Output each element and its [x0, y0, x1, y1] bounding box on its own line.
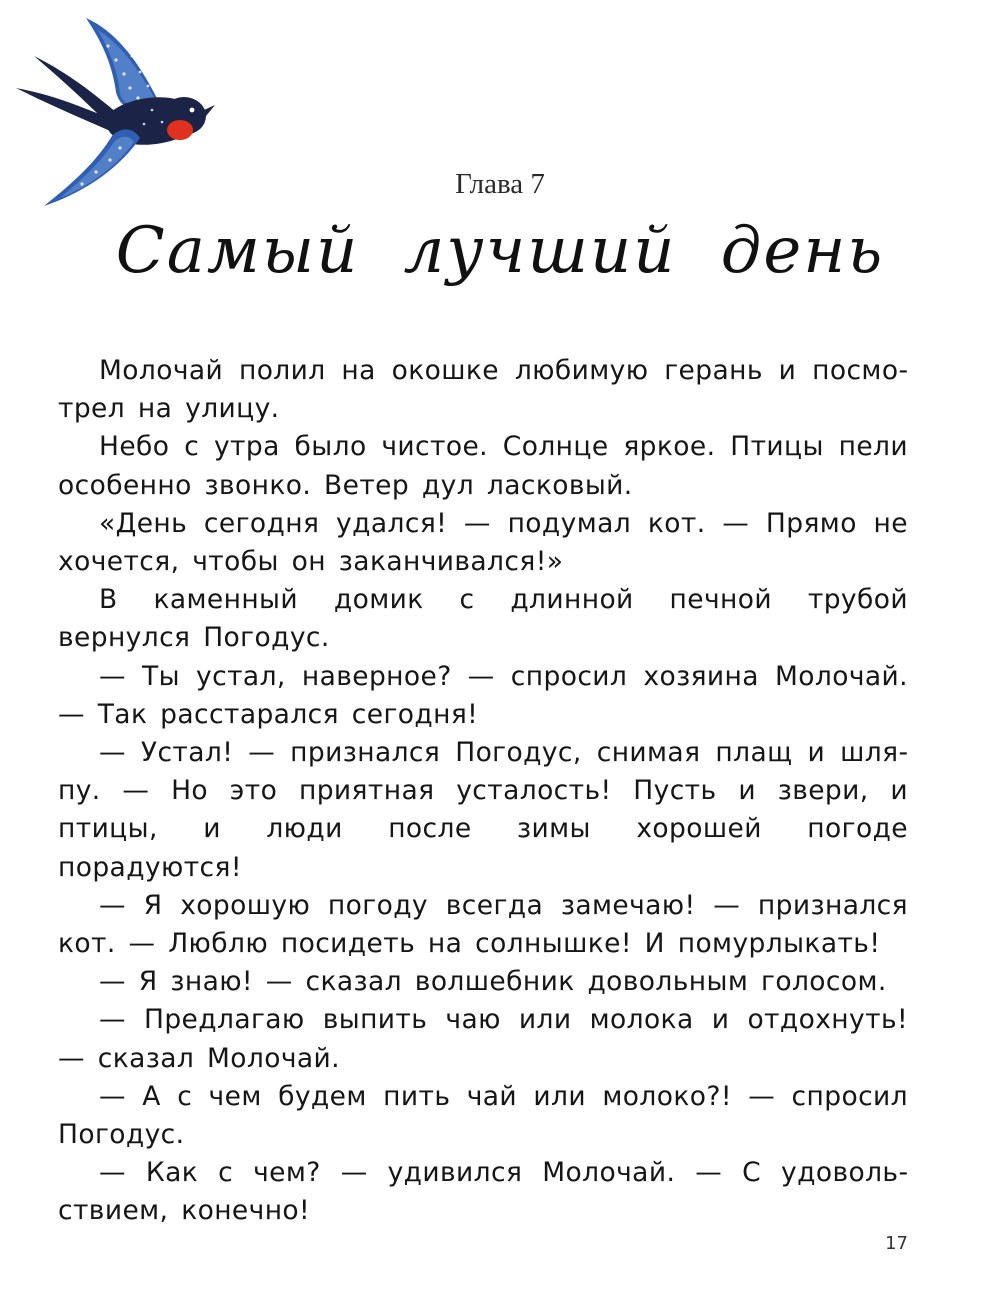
- paragraph: — Я знаю! — сказал волшебник довольным голосом.: [99, 966, 887, 998]
- paragraph: — Предлагаю выпить чаю или молока и отдохнуть! — сказал Молочай.: [58, 1004, 908, 1074]
- paragraph: В каменный домик с длинной печной трубой вернулся Погодус.: [58, 584, 908, 654]
- paragraph: — Как с чем? — удивился Молочай. — С удовольствием, конечно!: [58, 1157, 908, 1227]
- paragraph: Небо с утра было чистое. Солнце яркое. Птицы пели особенно звонко. Ветер дул ласковый.: [58, 431, 908, 501]
- paragraph: — Ты устал, наверное? — спросил хозяина Молочай. — Так расстарался сегодня!: [58, 660, 908, 730]
- chapter-number: Глава 7: [455, 168, 545, 200]
- paragraph: — А с чем будем пить чай или молоко?! — спросил Погодус.: [58, 1080, 908, 1151]
- paragraph: Молочай полил на окошке любимую герань и посмотрел на улицу.: [58, 355, 908, 425]
- chapter-title: Самый лучший день: [115, 214, 885, 288]
- paragraph: — Я хорошую погоду всегда замечаю! — признался кот. — Люблю посидеть на солнышке! И помурлыкать!: [58, 889, 908, 960]
- page-number: 17: [885, 1233, 908, 1254]
- paragraph: «День сегодня удался! — подумал кот. — Прямо не хочется, чтобы он заканчивался!»: [58, 507, 908, 578]
- story-text: [58, 352, 908, 1231]
- paragraph: — Устал! — признался Погодус, снимая плащ и шляпу. — Но это приятная усталость! Пусть и звери, и птицы, и люди после зимы хорошей погоде порадуются!: [58, 737, 908, 883]
